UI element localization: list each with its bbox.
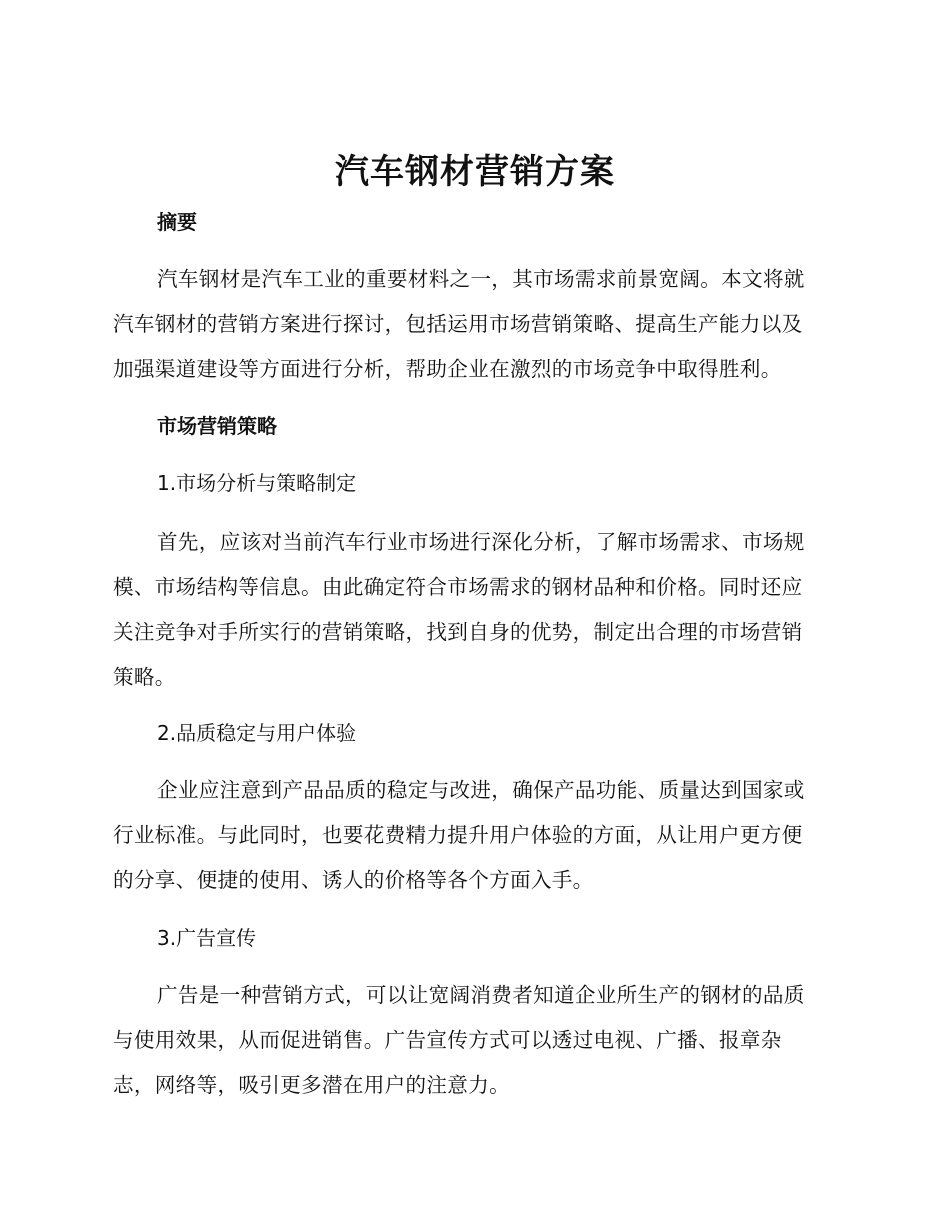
abstract-heading: 摘要 [157,210,197,234]
paragraph-line: 广告是一种营销方式，可以让宽阔消费者知道企业所生产的钢材的品质 [157,983,805,1007]
paragraph-line: 加强渠道建设等方面进行分析，帮助企业在激烈的市场竞争中取得胜利。 [113,357,782,381]
paragraph-line: 关注竞争对手所实行的营销策略，找到自身的优势，制定出合理的市场营销 [113,620,803,644]
document-title: 汽车钢材营销方案 [335,152,615,192]
paragraph-line: 策略。 [113,665,176,689]
paragraph-line: 志，网络等，吸引更多潜在用户的注意力。 [113,1073,510,1097]
section-heading-marketing-strategy: 市场营销策略 [157,414,277,438]
paragraph-line: 的分享、便捷的使用、诱人的价格等各个方面入手。 [113,868,594,892]
subsection-heading-1: 1.市场分析与策略制定 [157,471,357,495]
subsection-heading-3: 3.广告宣传 [157,926,257,950]
paragraph-line: 与使用效果，从而促进销售。广告宣传方式可以透过电视、广播、报章杂 [113,1028,782,1052]
paragraph-line: 行业标准。与此同时，也要花费精力提升用户体验的方面，从让用户更方便 [113,823,803,847]
paragraph-line: 汽车钢材的营销方案进行探讨，包括运用市场营销策略、提高生产能力以及 [113,312,803,336]
paragraph-line: 模、市场结构等信息。由此确定符合市场需求的钢材品种和价格。同时还应 [113,575,803,599]
paragraph-line: 企业应注意到产品品质的稳定与改进，确保产品功能、质量达到国家或 [157,778,805,802]
subsection-heading-2: 2.品质稳定与用户体验 [157,721,357,745]
paragraph-line: 首先，应该对当前汽车行业市场进行深化分析，了解市场需求、市场规 [157,530,805,554]
subsection-3-paragraph [113,973,837,1108]
subsection-2-paragraph [113,768,837,903]
abstract-paragraph [113,257,837,392]
paragraph-line: 汽车钢材是汽车工业的重要材料之一，其市场需求前景宽阔。本文将就 [157,267,805,291]
subsection-1-paragraph [113,520,837,700]
